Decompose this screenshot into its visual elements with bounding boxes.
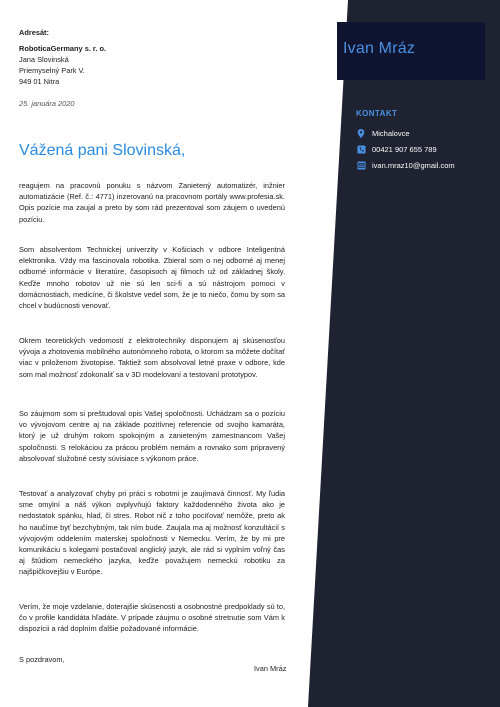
contact-email <box>356 160 455 170</box>
sender-name: Ivan Mráz <box>343 40 416 57</box>
phone-text: 00421 907 655 789 <box>372 144 437 154</box>
recipient-person: Jana Slovinská <box>19 55 69 64</box>
paragraph-5: Testovať a analyzovať chyby pri práci s robotmi je zaujímavá činnosť. My ľudia sme omylní a náš výkon ovplyvňujú faktory každodenného života ako je nedostatok spánku, hlad, či stres. Robot nič z toho pociťovať nemôže, preto ak ho naučíme byť bezchybným, tak ním bude. Zaujala ma aj možnosť konzultácií s vývojovým oddelením materskej spoločnosti v Nemecku. Verím, že by mi pre komunikáciu s kolegami postačoval anglický jazyk, ale rád si vyplním voľný čas aj štúdiom nemeckého jazyka, keďže považujem nemeckú robotiku za najšpičkovejšiu v Európe. <box>19 489 285 577</box>
salutation: Vážená pani Slovinská, <box>19 142 186 159</box>
paragraph-2: Som absolventom Technickej univerzity v Košiciach v odbore Inteligentná elektronika. Vždy ma fascinovala robotika. Zbieral som o nej odborné aj menej odborné informácie v literatúre, časopisoch aj filmoch už od základnej školy. Keďže mnoho robotov už nie sú len sci-fi a sú nástrojom pomoci v domácnostiach, medicíne, či školstve vedel som, že je to niečo, čomu by som sa chcel v budúcnosti venovať. <box>19 245 285 311</box>
recipient-company: RoboticaGermany s. r. o. <box>19 44 107 53</box>
paragraph-6: Verím, že moje vzdelanie, doterajšie skúsenosti a osobnostné predpoklady sú to, čo v profile kandidáta hľadáte. V prípade záujmu o osobné stretnutie som Vám k dispozícii a rád doplním ďalšie požadované informácie. <box>19 602 285 634</box>
location-pin-icon <box>356 128 366 138</box>
contact-section-title: KONTAKT <box>356 109 398 118</box>
location-text: Michalovce <box>372 128 410 138</box>
email-text[interactable]: ivan.mraz10@gmail.com <box>372 160 455 170</box>
phone-icon <box>356 144 366 154</box>
signature: Ivan Mráz <box>254 664 287 673</box>
paragraph-4: So záujmom som si preštudoval opis Vašej spoločnosti. Uchádzam sa o pozíciu vo vývojovom centre aj na základe pozitívnej referencie od svojho kamaráta, ktorý je už druhým rokom spokojným a zanieteným zamestnancom Vašej spoločnosti. S relokáciou za prácou problém nemám a rovnako som pripravený absolvovať služobné cesty súvisiace s výkonom práce. <box>19 409 285 463</box>
email-icon <box>356 160 366 170</box>
recipient-street: Priemyselný Park V. <box>19 66 85 75</box>
recipient-city: 949 01 Nitra <box>19 77 60 86</box>
paragraph-1: reagujem na pracovnú ponuku s názvom Zanietený automatizér, inžnier automatizácie (Ref. č.: 4771) inzerovanú na pracovnom portály www.profesia.sk. Opis pozície ma zaujal a preto by som rád prezentoval som záujem o uvedenú pozíciu. <box>19 181 285 224</box>
letter-date: 25. januára 2020 <box>19 99 75 108</box>
contact-phone <box>356 144 437 154</box>
contact-location <box>356 128 410 138</box>
closing: S pozdravom, <box>19 655 65 664</box>
paragraph-3: Okrem teoretických vedomostí z elektrotechniky disponujem aj skúsenosťou vývoja a zhotovenia mobilného autonómneho robota, o ktorom sa môžete dočítať viac v priloženom životopise. Taktiež som absolvoval letné praxe v odbore, kde som mal možnosť zdokonaliť sa v 3D modelovaní a testovaní prototypov. <box>19 336 285 379</box>
recipient-label: Adresát: <box>19 28 49 37</box>
